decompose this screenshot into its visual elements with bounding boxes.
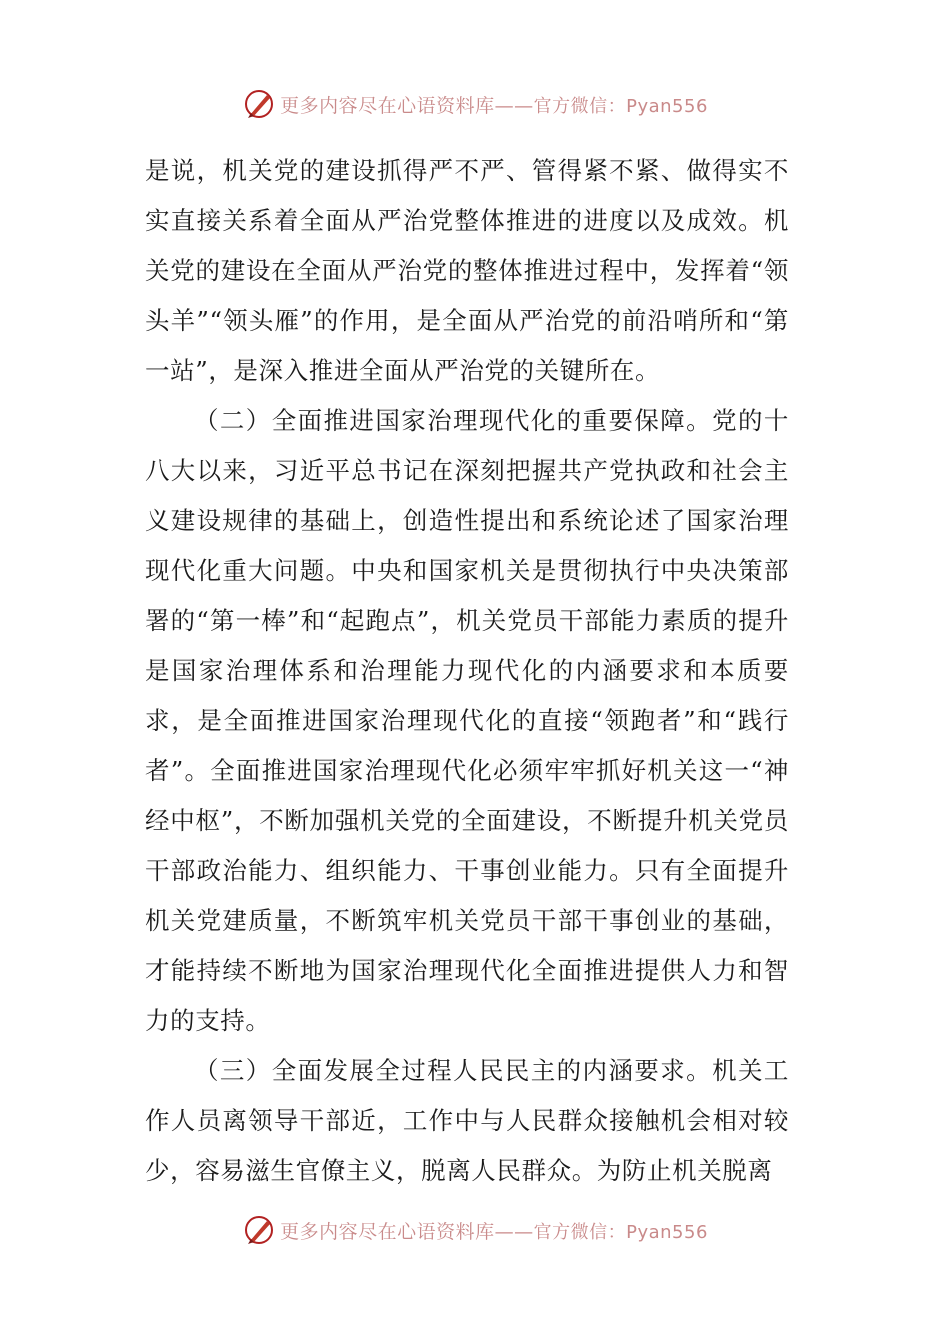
watermark-text: 更多内容尽在心语资料库 — [280, 94, 495, 117]
paragraph-1: 是说，机关党的建设抓得严不严、管得紧不紧、做得实不实直接关系着全面从严治党整体推进的进度以及成效。机关党的建设在全面从严治党的整体推进过程中，发挥着“领头羊”“领头雁”的作用，是全面从严治党的前沿哨所和“第一站”，是深入推进全面从严治党的关键所在。 — [145, 156, 789, 385]
watermark-header — [0, 84, 950, 124]
watermark-text: 更多内容尽在心语资料库 — [280, 1220, 495, 1243]
watermark-dash: —— — [494, 1220, 534, 1243]
watermark-wechat: 官方微信：Pyan556 — [533, 1221, 708, 1243]
pen-logo-icon — [242, 1213, 276, 1247]
paragraph-3: （三）全面发展全过程人民民主的内涵要求。机关工作人员离领导干部近，工作中与人民群众接触机会相对较少，容易滋生官僚主义，脱离人民群众。为防止机关脱离 — [145, 1056, 789, 1185]
watermark-wechat: 官方微信：Pyan556 — [533, 95, 708, 117]
document-body — [145, 146, 789, 1196]
watermark-dash: —— — [494, 94, 534, 117]
pen-logo-icon — [242, 87, 276, 121]
watermark-footer — [0, 1210, 950, 1250]
paragraph-2: （二）全面推进国家治理现代化的重要保障。党的十八大以来，习近平总书记在深刻把握共产党执政和社会主义建设规律的基础上，创造性提出和系统论述了国家治理现代化重大问题。中央和国家机关是贯彻执行中央决策部署的“第一棒”和“起跑点”，机关党员干部能力素质的提升是国家治理体系和治理能力现代化的内涵要求和本质要求，是全面推进国家治理现代化的直接“领跑者”和“践行者”。全面推进国家治理现代化必须牢牢抓好机关这一“神经中枢”，不断加强机关党的全面建设，不断提升机关党员干部政治能力、组织能力、干事创业能力。只有全面提升机关党建质量，不断筑牢机关党员干部干事创业的基础，才能持续不断地为国家治理现代化全面推进提供人力和智力的支持。 — [145, 406, 789, 1035]
